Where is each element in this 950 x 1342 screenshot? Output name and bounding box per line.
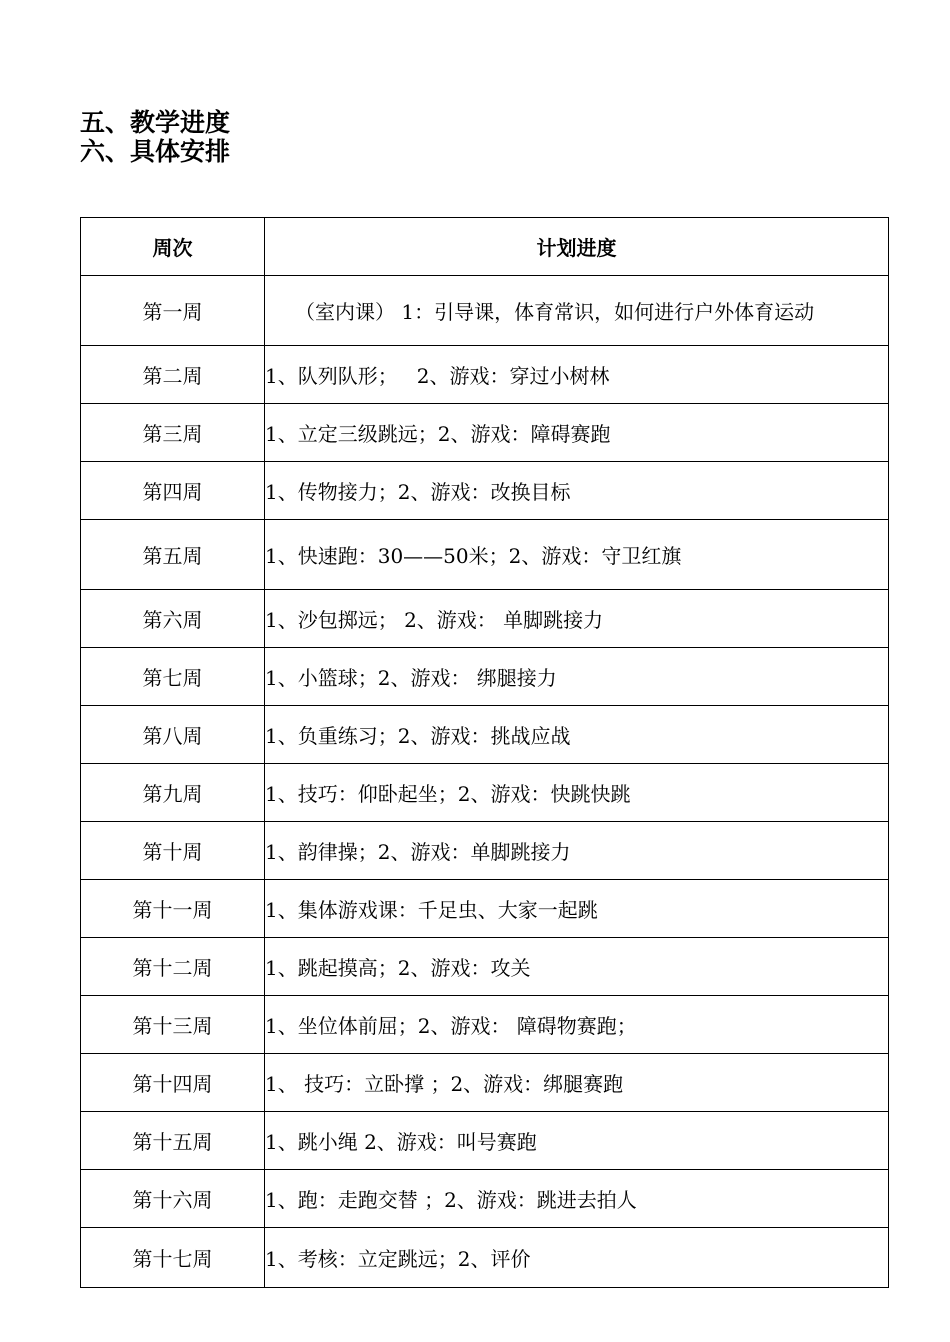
table-row (81, 520, 889, 590)
plan-cell: 1、立定三级跳远；2、游戏：障碍赛跑 (265, 404, 889, 462)
plan-cell: 1、 技巧：立卧撑 ；2、游戏：绑腿赛跑 (265, 1054, 889, 1112)
week-cell: 第七周 (81, 648, 265, 706)
table-row (81, 1170, 889, 1228)
table-row (81, 880, 889, 938)
plan-cell: 1、韵律操；2、游戏：单脚跳接力 (265, 822, 889, 880)
week-cell: 第四周 (81, 462, 265, 520)
week-cell: 第一周 (81, 276, 265, 346)
plan-cell: 1、跑：走跑交替 ；2、游戏：跳进去拍人 (265, 1170, 889, 1228)
table-row (81, 648, 889, 706)
plan-cell: 1、队列队形； 2、游戏：穿过小树林 (265, 346, 889, 404)
header-week: 周次 (81, 218, 265, 276)
table-row (81, 276, 889, 346)
table-row (81, 462, 889, 520)
week-cell: 第十五周 (81, 1112, 265, 1170)
week-cell: 第十四周 (81, 1054, 265, 1112)
table-row (81, 822, 889, 880)
plan-cell: 1、考核：立定跳远；2、评价 (265, 1228, 889, 1288)
table-row (81, 404, 889, 462)
plan-cell: 1、传物接力；2、游戏：改换目标 (265, 462, 889, 520)
table-row (81, 1112, 889, 1170)
week-cell: 第十六周 (81, 1170, 265, 1228)
section-heading-schedule: 六、具体安排 (80, 137, 231, 166)
table-row (81, 938, 889, 996)
plan-cell: 1、沙包掷远； 2、游戏： 单脚跳接力 (265, 590, 889, 648)
table-row (81, 1054, 889, 1112)
header-plan: 计划进度 (265, 218, 889, 276)
week-cell: 第十一周 (81, 880, 265, 938)
schedule-table (80, 217, 889, 1288)
section-heading-progress: 五、教学进度 (80, 108, 231, 137)
plan-cell: 1、技巧：仰卧起坐；2、游戏：快跳快跳 (265, 764, 889, 822)
week-cell: 第十二周 (81, 938, 265, 996)
table-row (81, 590, 889, 648)
table-header-row (81, 218, 889, 276)
week-cell: 第五周 (81, 520, 265, 590)
table-row (81, 706, 889, 764)
plan-cell: 1、小篮球；2、游戏： 绑腿接力 (265, 648, 889, 706)
table-row (81, 996, 889, 1054)
plan-cell: （室内课） 1：引导课，体育常识，如何进行户外体育运动 (265, 276, 889, 346)
week-cell: 第十三周 (81, 996, 265, 1054)
plan-cell: 1、坐位体前屈；2、游戏： 障碍物赛跑； (265, 996, 889, 1054)
week-cell: 第十周 (81, 822, 265, 880)
plan-cell: 1、集体游戏课：千足虫、大家一起跳 (265, 880, 889, 938)
plan-cell: 1、跳小绳 2、游戏：叫号赛跑 (265, 1112, 889, 1170)
week-cell: 第三周 (81, 404, 265, 462)
plan-cell: 1、负重练习；2、游戏：挑战应战 (265, 706, 889, 764)
week-cell: 第九周 (81, 764, 265, 822)
week-cell: 第八周 (81, 706, 265, 764)
table-row (81, 346, 889, 404)
plan-cell: 1、跳起摸高；2、游戏：攻关 (265, 938, 889, 996)
week-cell: 第十七周 (81, 1228, 265, 1288)
table-row (81, 1228, 889, 1288)
table-row (81, 764, 889, 822)
week-cell: 第二周 (81, 346, 265, 404)
plan-cell: 1、快速跑：30——50米；2、游戏：守卫红旗 (265, 520, 889, 590)
week-cell: 第六周 (81, 590, 265, 648)
